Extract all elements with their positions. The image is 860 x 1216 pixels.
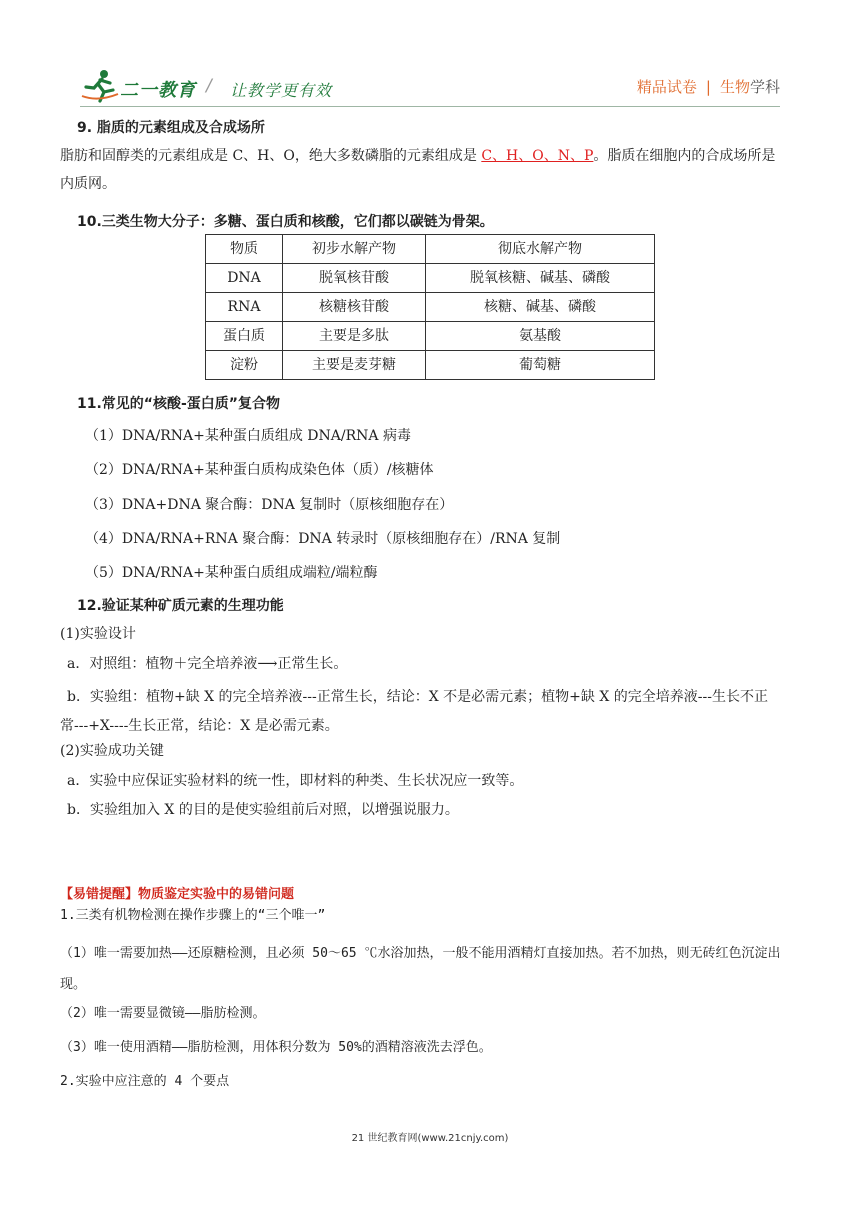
table-cell: 核糖、碱基、磷酸 xyxy=(426,293,655,322)
section-11-title: 11.常见的“核酸-蛋白质”复合物 xyxy=(77,396,281,412)
table-cell: 蛋白质 xyxy=(206,322,283,351)
table-row xyxy=(206,293,655,322)
section-12-a1: a．对照组：植物＋完全培养液⟶正常生长。 xyxy=(67,656,348,672)
section-12-b1: b．实验组：植物+缺 X 的完全培养液---正常生长，结论：X 不是必需元素；植物+缺 X 的完全培养液---生长不正常---+X----生长正常，结论：X 是必需元素。 xyxy=(60,689,768,734)
label-separator: | xyxy=(705,78,711,96)
hydrolysis-table xyxy=(205,234,655,380)
section-9-highlight: C、H、O、N、P xyxy=(481,148,594,164)
table-row xyxy=(206,351,655,380)
tip-item-2: （2）唯一需要显微镜——脂肪检测。 xyxy=(60,1006,266,1021)
list-item: （3）DNA+DNA 聚合酶：DNA 复制时（原核细胞存在） xyxy=(85,497,454,513)
label-quality: 精品试卷 xyxy=(636,78,697,96)
section-9-text xyxy=(60,142,780,198)
section-9-text-after: 。脂质在细胞内的合成场所是内质网。 xyxy=(60,148,776,192)
header-divider xyxy=(80,106,780,107)
table-cell: 淀粉 xyxy=(206,351,283,380)
header-label xyxy=(637,76,780,97)
tip-point-1: 1.三类有机物检测在操作步骤上的“三个唯一” xyxy=(60,908,326,923)
page-footer: 21 世纪教育网(www.21cnjy.com) xyxy=(351,1133,509,1144)
brand-tagline: 让教学更有效 xyxy=(230,81,333,100)
table-cell: 脱氧核糖、碱基、磷酸 xyxy=(426,264,655,293)
section-12-a2: a．实验中应保证实验材料的统一性，即材料的种类、生长状况应一致等。 xyxy=(67,773,524,789)
runner-icon xyxy=(80,68,120,104)
brand-logo xyxy=(80,68,340,108)
table-cell: 葡萄糖 xyxy=(426,351,655,380)
table-cell: RNA xyxy=(206,293,283,322)
table-cell: 主要是多肽 xyxy=(283,322,426,351)
list-item: （5）DNA/RNA+某种蛋白质组成端粒/端粒酶 xyxy=(85,565,378,581)
brand-slash: / xyxy=(206,76,212,96)
table-row xyxy=(206,264,655,293)
table-cell: DNA xyxy=(206,264,283,293)
brand-name: 二一教育 xyxy=(120,80,196,101)
section-9-title: 9. 脂质的元素组成及合成场所 xyxy=(77,120,265,136)
tip-item-1: （1）唯一需要加热——还原糖检测，且必须 50～65 ℃水浴加热，一般不能用酒精灯直接加热。若不加热，则无砖红色沉淀出现。 xyxy=(60,946,781,992)
list-item: （2）DNA/RNA+某种蛋白质构成染色体（质）/核糖体 xyxy=(85,462,434,478)
list-item: （1）DNA/RNA+某种蛋白质组成 DNA/RNA 病毒 xyxy=(85,428,411,444)
section-10-title: 10.三类生物大分子：多糖、蛋白质和核酸，它们都以碳链为骨架。 xyxy=(77,214,494,230)
table-header-cell: 初步水解产物 xyxy=(283,235,426,264)
section-12-b2: b．实验组加入 X 的目的是使实验组前后对照，以增强说服力。 xyxy=(67,802,459,818)
page-header xyxy=(80,62,780,110)
section-12-sub2: (2)实验成功关键 xyxy=(60,743,164,759)
table-cell: 氨基酸 xyxy=(426,322,655,351)
label-subject-prefix: 生物 xyxy=(719,78,750,96)
table-header-cell: 物质 xyxy=(206,235,283,264)
list-item: （4）DNA/RNA+RNA 聚合酶：DNA 转录时（原核细胞存在）/RNA 复制 xyxy=(85,531,561,547)
table-header-cell: 彻底水解产物 xyxy=(426,235,655,264)
table-row xyxy=(206,322,655,351)
table-cell: 主要是麦芽糖 xyxy=(283,351,426,380)
section-12-title: 12.验证某种矿质元素的生理功能 xyxy=(77,598,284,614)
section-12-sub1: (1)实验设计 xyxy=(60,626,136,642)
label-subject-suffix: 学科 xyxy=(749,78,780,96)
table-cell: 核糖核苷酸 xyxy=(283,293,426,322)
table-cell: 脱氧核苷酸 xyxy=(283,264,426,293)
table-header-row xyxy=(206,235,655,264)
tip-point-2: 2.实验中应注意的 4 个要点 xyxy=(60,1074,230,1089)
tip-item-3: （3）唯一使用酒精——脂肪检测，用体积分数为 50%的酒精溶液洗去浮色。 xyxy=(60,1040,492,1055)
section-9-text-before: 脂肪和固醇类的元素组成是 C、H、O，绝大多数磷脂的元素组成是 xyxy=(60,148,482,164)
tip-title: 【易错提醒】物质鉴定实验中的易错问题 xyxy=(60,887,295,902)
